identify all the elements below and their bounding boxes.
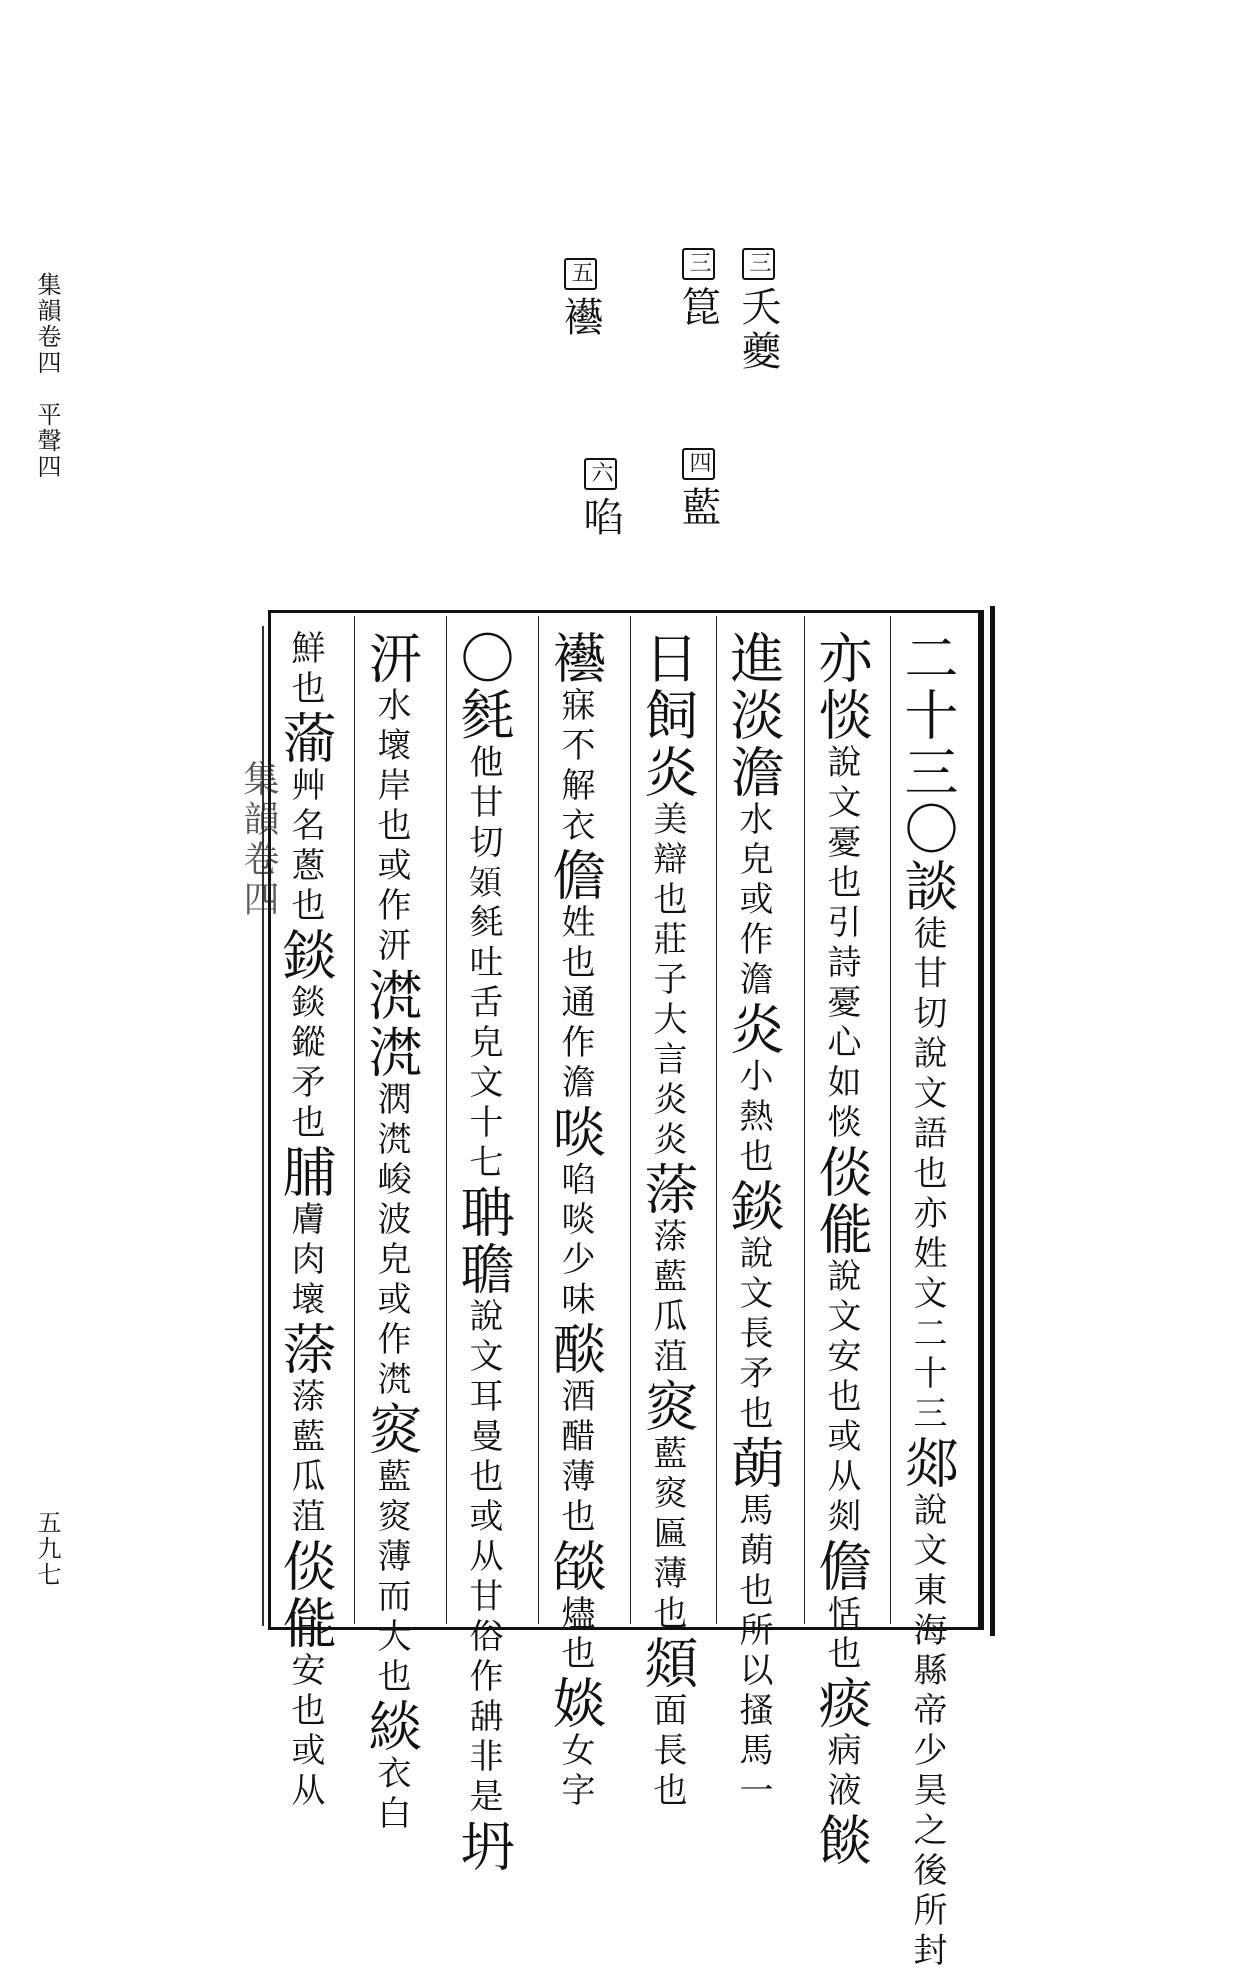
headword: 䆦 xyxy=(636,1378,699,1435)
headword: 炎 xyxy=(722,1001,785,1058)
column-rule xyxy=(538,616,539,1624)
headword: 餤 xyxy=(810,1812,873,1869)
gloss: 小熱也 xyxy=(733,1058,773,1178)
gloss: 說文耳曼也或从甘俗作舑非是 xyxy=(463,1298,503,1818)
text-column-5 xyxy=(544,630,607,1812)
collation-note xyxy=(577,458,623,540)
column-rule xyxy=(354,616,355,1624)
gloss: 膚肉壞 xyxy=(285,1201,325,1321)
note-text: 箟 xyxy=(675,286,721,330)
gloss: 鮮 xyxy=(285,630,325,670)
gloss: 女字 xyxy=(555,1732,595,1812)
text-column-1 xyxy=(896,630,959,1972)
gloss: 蒤藍瓜菹 xyxy=(285,1378,325,1538)
headword: 郯 xyxy=(896,1435,959,1492)
headword: 醈 xyxy=(544,1321,607,1378)
collation-note xyxy=(675,448,721,530)
headword: 蒤 xyxy=(274,1321,337,1378)
gloss: 馬蓢也所以搔馬一 xyxy=(733,1492,773,1812)
headword: 襼 xyxy=(544,630,607,687)
headword: 緂 xyxy=(360,1698,423,1755)
gloss: 藍䆦薄而大也 xyxy=(371,1458,411,1698)
headword: 䆦 xyxy=(360,1401,423,1458)
note-number: 五 xyxy=(564,258,597,290)
frame-outer-rule xyxy=(990,606,995,1636)
gloss: 㴸滼峻波皃或作滼 xyxy=(371,1081,411,1401)
gloss: 姓也通作澹 xyxy=(555,904,595,1104)
text-column-2 xyxy=(810,630,873,1869)
gloss: 啗啖少味 xyxy=(555,1161,595,1321)
headword: 婒 xyxy=(544,1675,607,1732)
note-text: 夭夔 xyxy=(735,286,781,374)
headword: 日飼炎 xyxy=(636,630,699,801)
headword: 進淡澹 xyxy=(722,630,785,801)
text-column-6 xyxy=(452,630,515,1875)
gloss: 藍䆦匾薄也 xyxy=(647,1435,687,1635)
column-rule xyxy=(804,616,805,1624)
headword: 坍 xyxy=(452,1818,515,1875)
headword: 汧 xyxy=(360,630,423,687)
headword: 顃 xyxy=(636,1635,699,1692)
headword: 錟 xyxy=(274,927,337,984)
headword: 倓㑷 xyxy=(274,1538,337,1652)
gloss: 燼也 xyxy=(555,1595,595,1675)
headword: 蒤 xyxy=(636,1161,699,1218)
gloss: 美辯也莊子大言炎炎 xyxy=(647,801,687,1161)
gutter-label: 集韻卷四 xyxy=(238,760,279,920)
gloss: 說文安也或从剡 xyxy=(821,1258,861,1538)
collation-note xyxy=(735,248,781,374)
gloss: 水皃或作澹 xyxy=(733,801,773,1001)
gloss: 艸名蔥也 xyxy=(285,767,325,927)
column-rule xyxy=(890,616,891,1624)
headword: 儋 xyxy=(544,847,607,904)
gloss: 酒醋薄也 xyxy=(555,1378,595,1538)
gloss: 恬也 xyxy=(821,1595,861,1675)
headword: 脯 xyxy=(274,1144,337,1201)
collation-note xyxy=(675,248,721,330)
gloss: 他甘切𩑦毵吐舌皃文十七 xyxy=(463,744,503,1184)
note-number: 三 xyxy=(682,248,715,280)
headword: 〇毵 xyxy=(452,630,515,744)
note-number: 三 xyxy=(742,248,775,280)
headword: 亦惔 xyxy=(810,630,873,744)
gloss: 說文東海縣帝少昊之後所封 xyxy=(907,1492,947,1972)
headword: 二十三〇談 xyxy=(896,630,959,915)
page-number: 五九七 xyxy=(33,1510,61,1588)
column-rule xyxy=(446,616,447,1624)
note-text: 襼 xyxy=(557,296,603,340)
gloss: 安也或从 xyxy=(285,1652,325,1812)
collation-note xyxy=(557,258,603,340)
headword: 痰 xyxy=(810,1675,873,1732)
gloss: 說文憂也引詩憂心如惔 xyxy=(821,744,861,1144)
gloss: 錟鏦矛也 xyxy=(285,984,325,1144)
column-rule xyxy=(630,616,631,1624)
column-rule xyxy=(716,616,717,1624)
gloss: 也 xyxy=(285,670,325,710)
gloss: 衣白 xyxy=(371,1755,411,1835)
headword: 聃聸 xyxy=(452,1184,515,1298)
gloss: 說文長矛也 xyxy=(733,1235,773,1435)
gloss: 蒤藍瓜菹 xyxy=(647,1218,687,1378)
note-number: 六 xyxy=(584,458,617,490)
headword: 錟 xyxy=(722,1178,785,1235)
headword: 燄 xyxy=(544,1538,607,1595)
headword: 啖 xyxy=(544,1104,607,1161)
headword: 滼滼 xyxy=(360,967,423,1081)
running-head: 集韻卷四 平聲四 xyxy=(33,272,61,480)
headword: 蓢 xyxy=(722,1435,785,1492)
text-column-4 xyxy=(636,630,699,1812)
gloss: 徒甘切說文語也亦姓文二十三 xyxy=(907,915,947,1435)
gloss: 寐不解衣 xyxy=(555,687,595,847)
text-column-8 xyxy=(274,630,337,1812)
text-column-7 xyxy=(360,630,423,1835)
headword: 蕍 xyxy=(274,710,337,767)
note-text: 啗 xyxy=(577,496,623,540)
text-column-3 xyxy=(722,630,785,1812)
headword: 倓㑷 xyxy=(810,1144,873,1258)
gloss: 面長也 xyxy=(647,1692,687,1812)
gloss: 病液 xyxy=(821,1732,861,1812)
note-text: 藍 xyxy=(675,486,721,530)
headword: 儋 xyxy=(810,1538,873,1595)
gloss: 水壞岸也或作汧 xyxy=(371,687,411,967)
note-number: 四 xyxy=(682,448,715,480)
